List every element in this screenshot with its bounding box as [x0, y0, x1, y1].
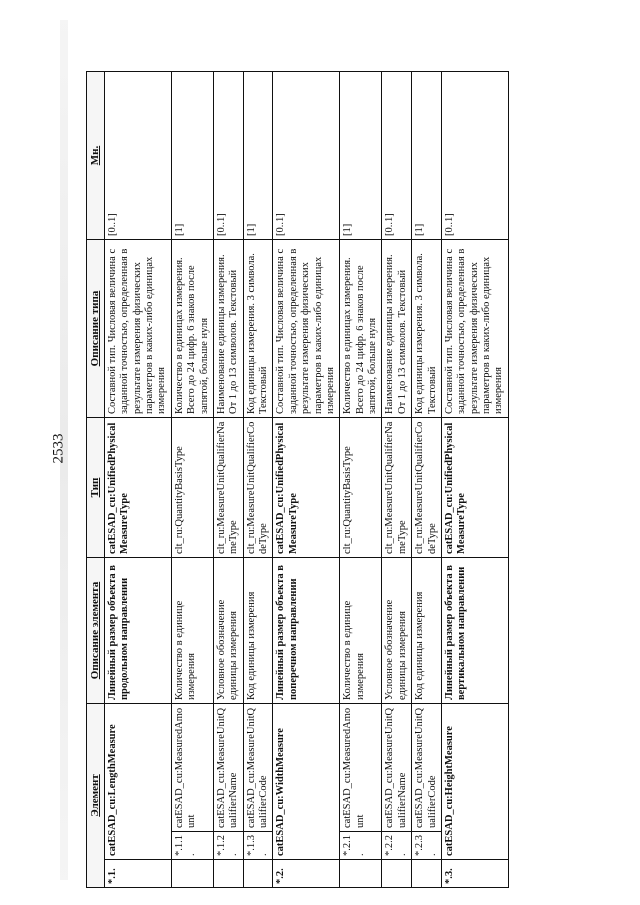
- row-description: Код единицы измерения: [412, 558, 442, 704]
- row-multiplicity: [0..1]: [273, 72, 340, 240]
- row-type-description: Количество в единицах измерения. Всего до 24 цифр. 6 знаков после запятой, больше нуля: [340, 240, 382, 418]
- table-row: [441, 38, 508, 888]
- row-sub-id: *.1.3.: [243, 832, 273, 860]
- row-type: clt_ru:MeasureUnitQualifierCodeType: [243, 418, 273, 558]
- table-row: [273, 38, 340, 888]
- row-multiplicity: [0..1]: [104, 72, 171, 240]
- row-multiplicity: [0..1]: [382, 72, 412, 240]
- row-type: catESAD_cu:UnifiedPhysicalMeasureType: [441, 418, 508, 558]
- header-row: [87, 38, 105, 888]
- indent-cell: [340, 860, 382, 888]
- table-body: [104, 38, 508, 888]
- row-description: Количество в единице измерения: [340, 558, 382, 704]
- row-type-description: Составной тип. Числовая величина с заданной точностью, определенная в результате измерения физических параметров в каких-либо единицах измерения: [273, 240, 340, 418]
- row-multiplicity: [1]: [340, 72, 382, 240]
- row-type: clt_ru:MeasureUnitQualifierNameType: [213, 418, 243, 558]
- indent-cell: [412, 860, 442, 888]
- row-type: clt_ru:MeasureUnitQualifierCodeType: [412, 418, 442, 558]
- header-type: Тип: [87, 418, 105, 558]
- row-type-description: Составной тип. Числовая величина с заданной точностью, определенная в результате измерения физических параметров в каких-либо единицах измерения: [441, 240, 508, 418]
- row-description: Линейный размер объекта в продольном направлении: [104, 558, 171, 704]
- row-type: clt_ru:QuantityBasisType: [171, 418, 213, 558]
- row-name: catESAD_cu:MeasuredAmount: [171, 704, 213, 832]
- table-row: [382, 38, 412, 888]
- row-type-description: Наименование единицы измерения. От 1 до 13 символов. Текстовый: [213, 240, 243, 418]
- indent-cell: [243, 860, 273, 888]
- row-type-description: Код единицы измерения. 3 символа. Текстовый: [243, 240, 273, 418]
- indent-cell: [213, 860, 243, 888]
- row-id: *.1.: [104, 860, 171, 888]
- row-id: *.3.: [441, 860, 508, 888]
- row-name: catESAD_cu:MeasureUnitQualifierName: [213, 704, 243, 832]
- row-name: catESAD_cu:MeasuredAmount: [340, 704, 382, 832]
- header-multiplicity: Мн.: [87, 72, 105, 240]
- row-sub-id: *.1.1.: [171, 832, 213, 860]
- row-type-description: Составной тип. Числовая величина с заданной точностью, определенная в результате измерения физических параметров в каких-либо единицах измерения: [104, 240, 171, 418]
- row-multiplicity: [1]: [171, 72, 213, 240]
- row-sub-id: *.2.3.: [412, 832, 442, 860]
- row-sub-id: *.1.2.: [213, 832, 243, 860]
- table-row: [340, 38, 382, 888]
- row-type-description: Код единицы измерения. 3 символа. Текстовый: [412, 240, 442, 418]
- indent-cell: [382, 860, 412, 888]
- rotated-table-wrapper: [86, 58, 622, 888]
- header-element: Элемент: [87, 704, 105, 888]
- header-element-description: Описание элемента: [87, 558, 105, 704]
- table-row: [243, 38, 273, 888]
- row-name: catESAD_cu:MeasureUnitQualifierCode: [412, 704, 442, 832]
- table-sheet: [86, 58, 622, 888]
- row-name: catESAD_cu:LengthMeasure: [104, 704, 171, 860]
- row-description: Количество в единице измерения: [171, 558, 213, 704]
- row-name: catESAD_cu:HeightMeasure: [441, 704, 508, 860]
- row-name: catESAD_cu:MeasureUnitQualifierCode: [243, 704, 273, 832]
- element-table: [86, 37, 509, 888]
- row-type: clt_ru:MeasureUnitQualifierNameType: [382, 418, 412, 558]
- page-number: 2533: [50, 433, 67, 464]
- row-description: Условное обозначение единицы измерения: [382, 558, 412, 704]
- row-multiplicity: [1]: [243, 72, 273, 240]
- row-type: clt_ru:QuantityBasisType: [340, 418, 382, 558]
- table-row: [104, 38, 171, 888]
- table-row: [171, 38, 213, 888]
- row-id: *.2.: [273, 860, 340, 888]
- row-name: catESAD_cu:MeasureUnitQualifierName: [382, 704, 412, 832]
- row-type: catESAD_cu:UnifiedPhysicalMeasureType: [104, 418, 171, 558]
- indent-cell: [171, 860, 213, 888]
- row-name: catESAD_cu:WidthMeasure: [273, 704, 340, 860]
- row-type: catESAD_cu:UnifiedPhysicalMeasureType: [273, 418, 340, 558]
- row-description: Линейный размер объекта в вертикальном направлении: [441, 558, 508, 704]
- row-multiplicity: [1]: [412, 72, 442, 240]
- row-description: Линейный размер объекта в поперечном направлении: [273, 558, 340, 704]
- row-sub-id: *.2.1.: [340, 832, 382, 860]
- header-type-description: Описание типа: [87, 240, 105, 418]
- row-type-description: Наименование единицы измерения. От 1 до 13 символов. Текстовый: [382, 240, 412, 418]
- row-multiplicity: [0..1]: [213, 72, 243, 240]
- row-sub-id: *.2.2.: [382, 832, 412, 860]
- row-description: Код единицы измерения: [243, 558, 273, 704]
- table-row: [213, 38, 243, 888]
- row-description: Условное обозначение единицы измерения: [213, 558, 243, 704]
- row-multiplicity: [0..1]: [441, 72, 508, 240]
- row-type-description: Количество в единицах измерения. Всего до 24 цифр. 6 знаков после запятой, больше нуля: [171, 240, 213, 418]
- table-row: [412, 38, 442, 888]
